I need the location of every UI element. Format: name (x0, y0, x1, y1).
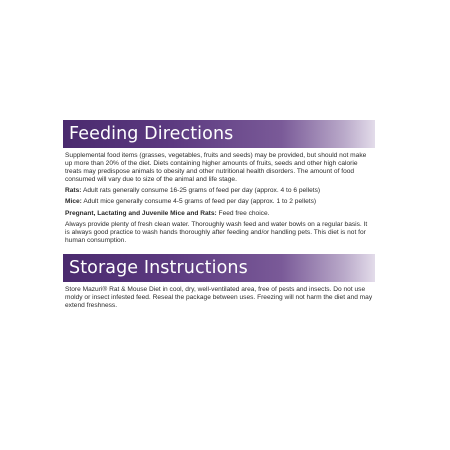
supplemental-paragraph: Supplemental food items (grasses, vegetables, fruits and seeds) may be provided, but should not make up more than 20% of the diet. Diets containing higher amounts of fruits, seeds and other high calorie treats may predispose animals to obesity and other nutritional health disorders. The amount of food consumed will vary due to size of the animal and life stage. (65, 152, 367, 184)
pregnant-text: Feed free choice. (216, 209, 270, 217)
mice-paragraph (65, 198, 373, 206)
mice-text: Adult mice generally consume 4-5 grams of feed per day (approx. 1 to 2 pellets) (81, 198, 317, 206)
storage-instructions-section (63, 254, 375, 310)
pregnant-label: Pregnant, Lactating and Juvenile Mice and Rats: (65, 209, 217, 217)
mice-label: Mice: (65, 198, 82, 206)
rats-text: Adult rats generally consume 16-25 grams of feed per day (approx. 4 to 6 pellets) (81, 187, 321, 195)
rats-paragraph (65, 187, 373, 195)
rats-label: Rats: (65, 187, 82, 195)
storage-instructions-heading: Storage Instructions (63, 254, 375, 282)
storage-paragraph: Store Mazuri® Rat & Mouse Diet in cool, dry, well-ventilated area, free of pests and insects. Do not use moldy or insect infested feed. Reseal the package between uses. Freezing will not harm the diet and may extend freshness. (65, 285, 373, 310)
feeding-directions-heading: Feeding Directions (63, 120, 375, 148)
pregnant-paragraph (65, 210, 373, 218)
product-info-panel (63, 120, 375, 313)
feeding-directions-body (63, 148, 375, 245)
storage-instructions-body (63, 282, 375, 310)
feeding-directions-section (63, 120, 375, 245)
water-paragraph: Always provide plenty of fresh clean water. Thoroughly wash feed and water bowls on a regular basis. It is always good practice to wash hands thoroughly after feeding and/or handling pets. This diet is not for human consumption. (65, 220, 368, 244)
